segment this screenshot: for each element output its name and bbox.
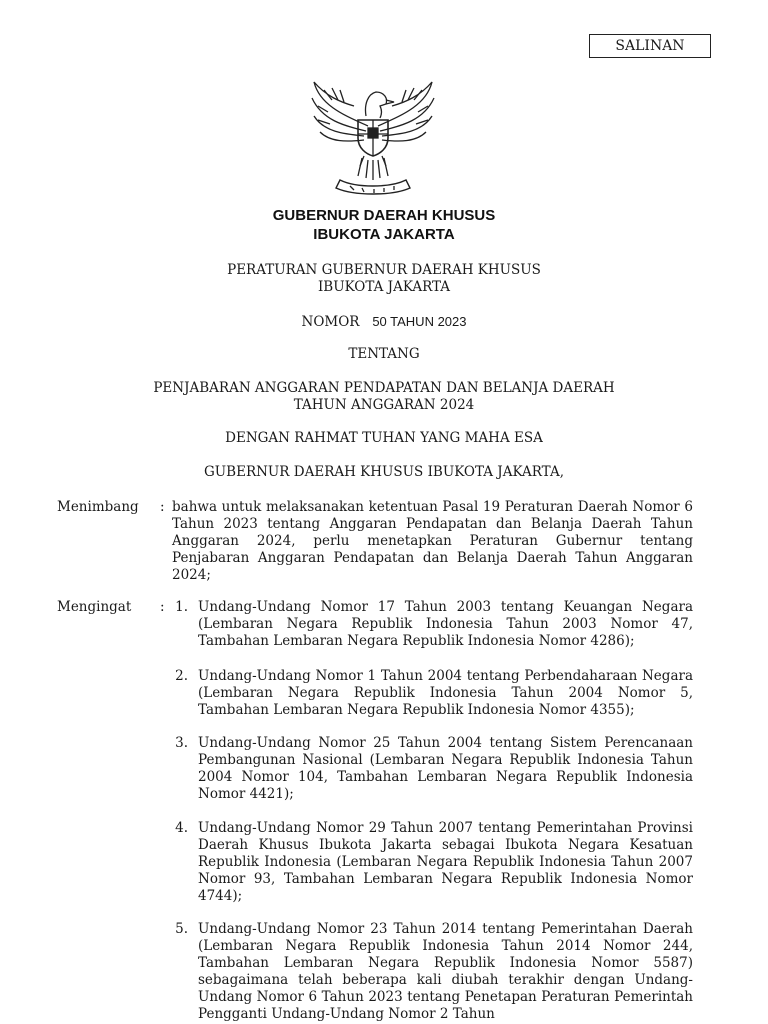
issuer-title (0, 206, 768, 244)
about-heading: TENTANG (348, 346, 420, 362)
regulation-type (0, 262, 768, 296)
list-item-text: Undang-Undang Nomor 17 Tahun 2003 tentang Keuangan Negara (Lembaran Negara Republik Indonesia Tahun 2003 Nomor 47, Tambahan Lembaran Negara Republik Indonesia Nomor 4286); (198, 599, 693, 649)
issuer-title-line1: GUBERNUR DAERAH KHUSUS (272, 207, 496, 224)
subject-line2: TAHUN ANGGARAN 2024 (293, 397, 475, 413)
invocation: DENGAN RAHMAT TUHAN YANG MAHA ESA (225, 430, 543, 446)
list-item-text: Undang-Undang Nomor 23 Tahun 2014 tentang Pemerintahan Daerah (Lembaran Negara Republik Indonesia Tahun 2014 Nomor 244, Tambahan Lembaran Negara Republik Indonesia Nomor 5587) sebagaimana telah beberapa kali diubah terakhir dengan Undang-Undang Nomor 6 Tahun 2023 tentang Penetapan Peraturan Pemerintah Pengganti Undang-Undang Nomor 2 Tahun (198, 921, 693, 1022)
regulation-type-line2: IBUKOTA JAKARTA (317, 279, 451, 295)
regulation-type-line1: PERATURAN GUBERNUR DAERAH KHUSUS (227, 262, 541, 278)
list-item-text: Undang-Undang Nomor 29 Tahun 2007 tentang Pemerintahan Provinsi Daerah Khusus Ibukota Jakarta sebagai Ibukota Negara Kesatuan Republik Indonesia (Lembaran Negara Republik Indonesia Tahun 2007 Nomor 93, Tambahan Lembaran Negara Republik Indonesia Nomor 4744); (198, 820, 693, 904)
issuer-title-line2: IBUKOTA JAKARTA (313, 226, 455, 243)
list-item-number: 2. (175, 668, 188, 684)
menimbang-label: Menimbang (57, 499, 139, 515)
subject-line1: PENJABARAN ANGGARAN PENDAPATAN DAN BELANJA DAERAH (153, 380, 615, 396)
menimbang-text: bahwa untuk melaksanakan ketentuan Pasal 19 Peraturan Daerah Nomor 6 Tahun 2023 tentang Anggaran Pendapatan dan Belanja Daerah Tahun Anggaran 2024, perlu menetapkan Peraturan Gubernur tentang Penjabaran Anggaran Pendapatan dan Belanja Daerah Tahun Anggaran 2024; (172, 499, 693, 583)
governor-heading: GUBERNUR DAERAH KHUSUS IBUKOTA JAKARTA, (204, 464, 564, 480)
menimbang-colon: : (160, 499, 165, 515)
mengingat-label: Mengingat (57, 599, 132, 615)
regulation-number (0, 313, 768, 331)
salinan-stamp: SALINAN (589, 34, 711, 58)
number-value: 50 TAHUN 2023 (372, 314, 467, 329)
number-label: NOMOR (301, 314, 360, 330)
list-item-number: 5. (175, 921, 188, 937)
regulation-subject (0, 380, 768, 414)
list-item-number: 1. (175, 599, 188, 615)
list-item-number: 4. (175, 820, 188, 836)
list-item-text: Undang-Undang Nomor 1 Tahun 2004 tentang Perbendaharaan Negara (Lembaran Negara Republik Indonesia Tahun 2004 Nomor 5, Tambahan Lembaran Negara Republik Indonesia Nomor 4355); (198, 668, 693, 718)
list-item-number: 3. (175, 735, 188, 751)
mengingat-colon: : (160, 599, 165, 615)
garuda-emblem-icon (306, 76, 440, 200)
list-item-text: Undang-Undang Nomor 25 Tahun 2004 tentang Sistem Perencanaan Pembangunan Nasional (Lembaran Negara Republik Indonesia Tahun 2004 Nomor 104, Tambahan Lembaran Negara Republik Indonesia Nomor 4421); (198, 735, 693, 802)
